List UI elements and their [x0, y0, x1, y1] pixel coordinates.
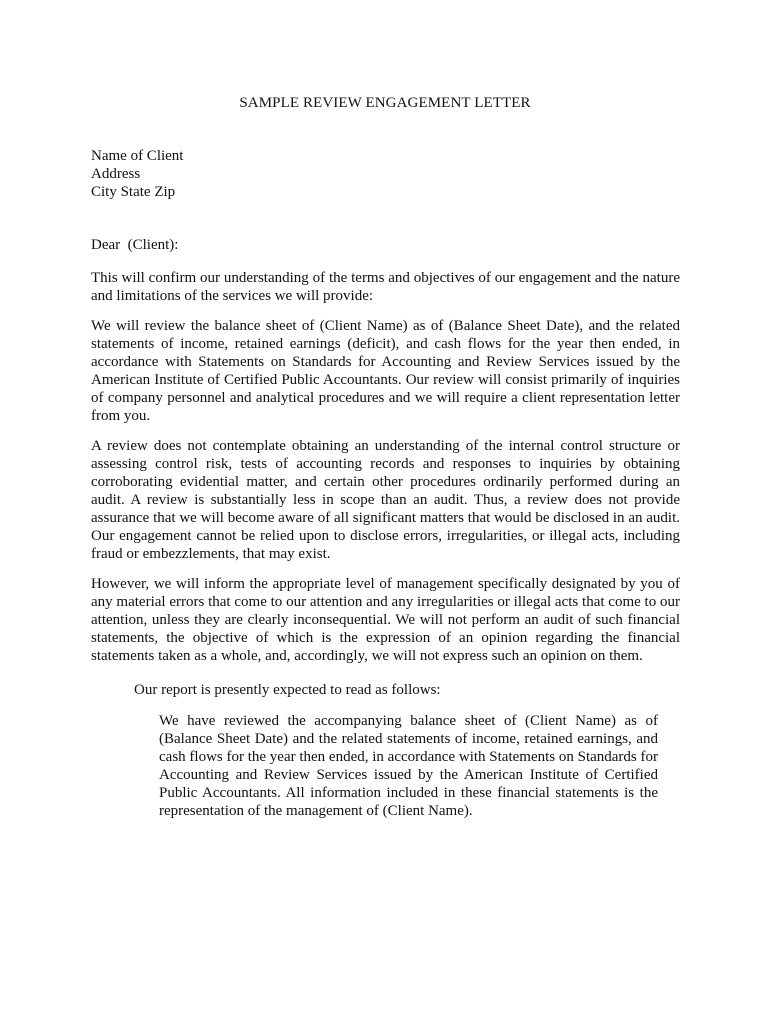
document-title: SAMPLE REVIEW ENGAGEMENT LETTER: [239, 95, 531, 111]
paragraph-management-notice: However, we will inform the appropriate level of management specifically designated by you of any material errors that come to our attention and any irregularities or illegal acts that come to our attention, unless they are clearly inconsequential. We will not perform an audit of such financial statements, the objective of which is the expression of an opinion regarding the financial statements taken as a whole, and, accordingly, we will not express such an opinion on them.: [91, 576, 680, 664]
client-address-block: [91, 147, 183, 201]
salutation: Dear (Client):: [91, 237, 179, 253]
report-quote: We have reviewed the accompanying balance sheet of (Client Name) as of (Balance Sheet Date) and the related statements of income, retained earnings, and cash flows for the year then ended, in accordance with Statements on Standards for Accounting and Review Services issued by the American Institute of Certified Public Accountants. All information included in these financial statements is the representation of the management of (Client Name).: [159, 713, 658, 819]
paragraph-confirmation: This will confirm our understanding of the terms and objectives of our engagement and the nature and limitations of the services we will provide:: [91, 270, 680, 304]
paragraph-review-scope: We will review the balance sheet of (Client Name) as of (Balance Sheet Date), and the related statements of income, retained earnings (deficit), and cash flows for the year then ended, in accordance with Statements on Standards for Accounting and Review Services issued by the American Institute of Certified Public Accountants. Our review will consist primarily of inquiries of company personnel and analytical procedures and we will require a client representation letter from you.: [91, 318, 680, 424]
report-lead-in: Our report is presently expected to read as follows:: [134, 682, 441, 698]
paragraph-review-limitations: A review does not contemplate obtaining an understanding of the internal control structure or assessing control risk, tests of accounting records and responses to inquiries by obtaining corroborating evidential matter, and certain other procedures ordinarily performed during an audit. A review is substantially less in scope than an audit. Thus, a review does not provide assurance that we will become aware of all significant matters that would be disclosed in an audit. Our engagement cannot be relied upon to disclose errors, irregularities, or illegal acts, including fraud or embezzlements, that may exist.: [91, 438, 680, 562]
address-line-city-state-zip: City State Zip: [91, 184, 176, 200]
address-line-client-name: Name of Client: [91, 148, 184, 164]
address-line-address: Address: [91, 166, 141, 182]
letter-body: [91, 269, 680, 820]
